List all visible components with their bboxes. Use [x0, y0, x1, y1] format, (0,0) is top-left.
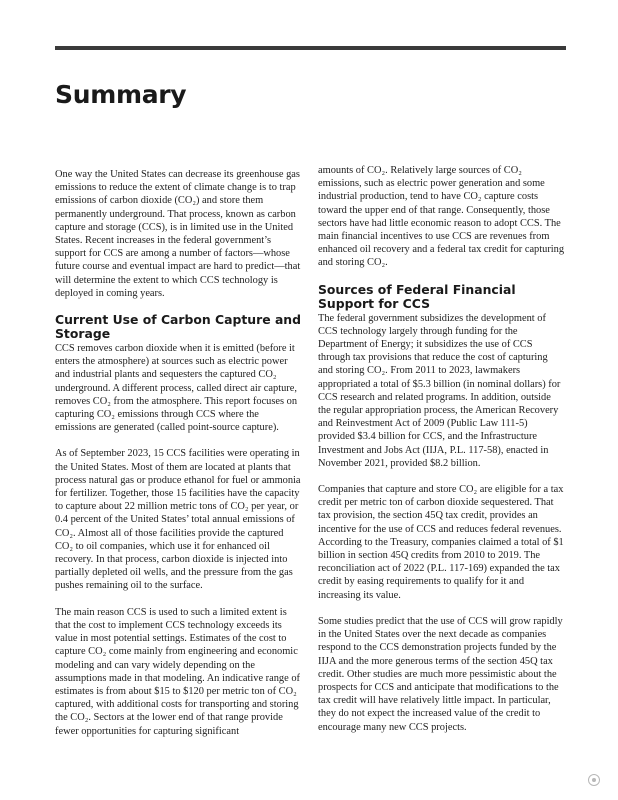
top-rule [55, 46, 566, 50]
page-title: Summary [55, 80, 187, 109]
section-heading-federal-support: Sources of Federal Financial Support for CCS [318, 281, 516, 311]
page-marker-icon [588, 774, 600, 786]
paragraph-costs: The main reason CCS is used to such a limited extent is that the cost to implement CCS technology exceeds its value in most potential settings. Estimates of the cost to capture CO₂ come mainly from engineering and economic modeling and can vary widely depending on the assumptions made in that modeling. An indicative range of estimates is from about $15 to $120 per metric ton of CO₂ captured, with additional costs for transporting and storing the CO₂. Sectors at the lower end of that range provide fewer opportunities for capturing significant [55, 606, 300, 737]
intro-paragraph: One way the United States can decrease its greenhouse gas emissions to reduce the extent of climate change is to trap emissions of carbon dioxide (CO₂) and store them permanently underground. That process, known as carbon capture and storage (CCS), is in limited use in the United States. Recent increases in the federal government’s support for CCS are among a number of factors—whose future course and eventual impact are hard to predict—that will determine the extent to which CCS technology is deployed in coming years. [55, 169, 301, 299]
paragraph-federal-funding: The federal government subsidizes the development of CCS technology largely through funding for the Department of Energy; it subsidizes the use of CCS through tax provisions that reduce the cost of capturing and storing CO₂. From 2011 to 2023, lawmakers appropriated a total of $5.3 billion (in nominal dollars) for CCS research and related programs. In addition, outside the regular appropriation process, the American Recovery and Reinvestment Act of 2009 (Public Law 111-5) provided $3.4 billion for CCS, and the Infrastructure Investment and Jobs Act (IIJA, P.L. 117-58), enacted in November 2021, provided $8.2 billion. [318, 312, 561, 469]
right-column [318, 164, 565, 747]
paragraph-outlook: Some studies predict that the use of CCS will grow rapidly in the United States over the next decade as companies respond to the CCS demonstration projects funded by the IIJA and the more generous terms of the section 45Q tax credit. Other studies are much more pessimistic about the prospects for CCS and anticipate that modifications to the tax credit will have relatively little impact. In particular, they do not expect the increased value of the credit to encourage many new CCS projects. [318, 615, 563, 733]
paragraph-facilities: As of September 2023, 15 CCS facilities were operating in the United States. Most of them are located at plants that process natural gas or produce ethanol for fuel or ammonia for fertilizer. Together, those 15 facilities have the capacity to capture about 22 million metric tons of CO₂ per year, or 0.4 percent of the United States’ total annual emissions of CO₂. Almost all of those facilities provide the captured CO₂ to oil companies, which use it for enhanced oil recovery. In that process, carbon dioxide is injected into partially depleted oil wells, and the pressure from the gas pushes remaining oil to the surface. [55, 448, 301, 592]
section-heading-current-use: Current Use of Carbon Capture and Storage [55, 312, 301, 342]
paragraph-tax-credit: Companies that capture and store CO₂ are eligible for a tax credit per metric ton of carbon dioxide sequestered. That tax provision, the section 45Q tax credit, provides an incentive for the use of CCS and reduces federal revenues. According to the Treasury, companies claimed a total of $1 billion in section 45Q credits from 2010 to 2019. The reconciliation act of 2022 (P.L. 117-169) expanded the tax credit by easing requirements to qualify for it and increasing its value. [318, 484, 564, 601]
paragraph-ccs-definition: CCS removes carbon dioxide when it is emitted (before it enters the atmosphere) at sources such as electric power and industrial plants and sequesters the captured CO₂ underground. A different process, called direct air capture, removes CO₂ from the atmosphere. This report focuses on capturing CO₂ emissions through CCS where the emissions are generated (called point-source capture). [55, 343, 298, 434]
paragraph-costs-continued: amounts of CO₂. Relatively large sources of CO₂ emissions, such as electric power generation and some industrial production, tend to have CO₂ capture costs toward the upper end of that range. Consequently, those sectors have had little economic reason to adopt CCS. The main financial incentives to use CCS are revenues from enhanced oil recovery and a federal tax credit for capturing and storing CO₂. [318, 165, 565, 269]
left-column [55, 168, 302, 751]
